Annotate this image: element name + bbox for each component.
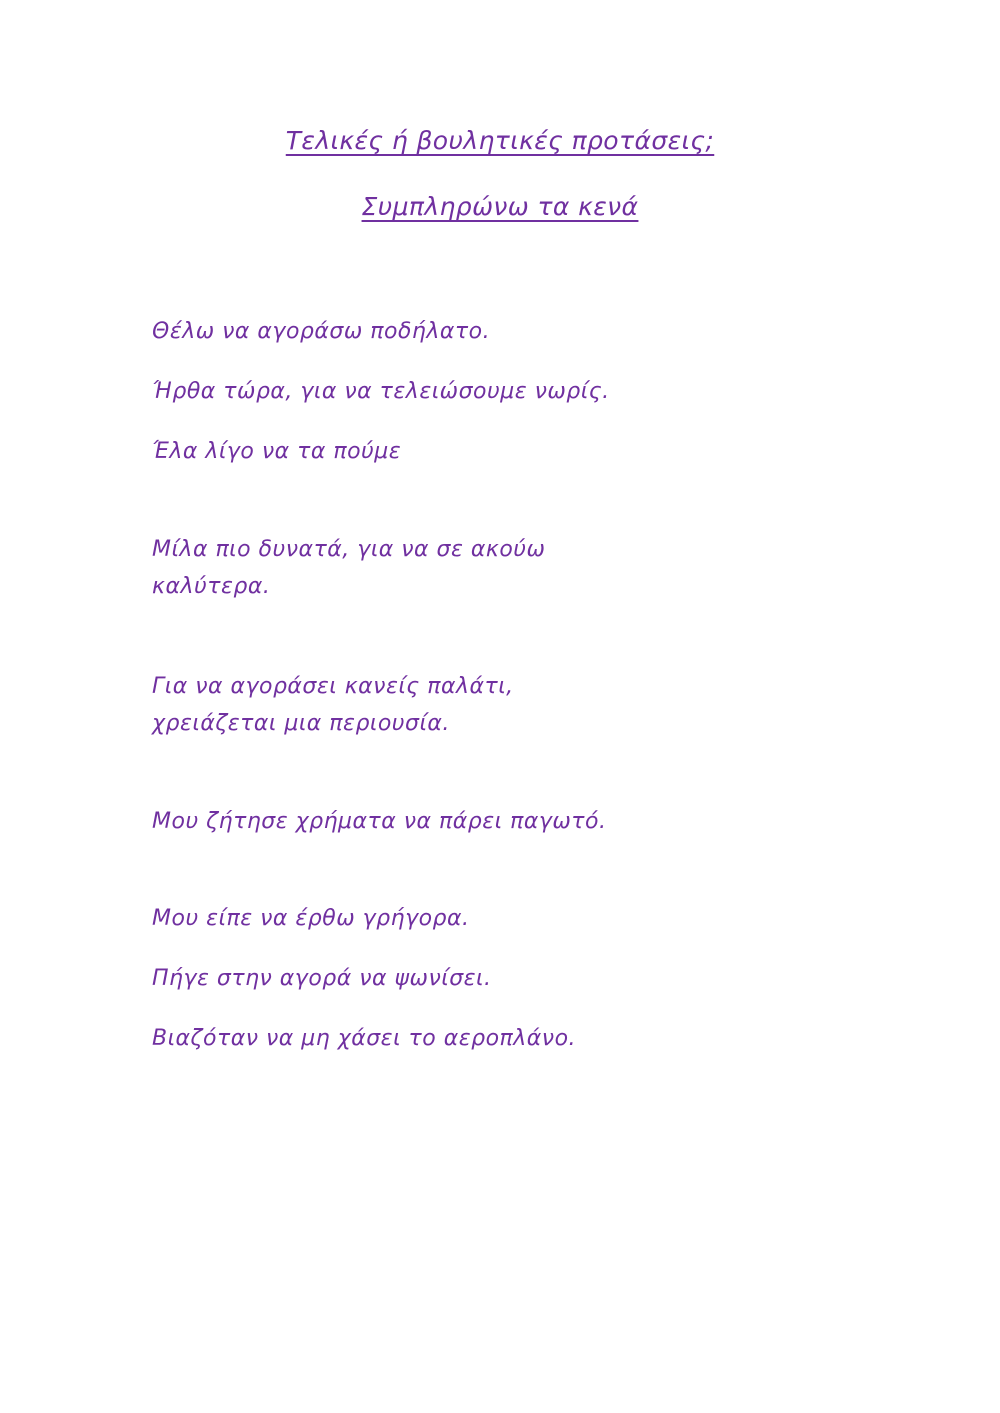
- sentence-5: Για να αγοράσει κανείς παλάτι, χρειάζεται μια περιουσία.: [152, 674, 514, 736]
- sentence-4: Μίλα πιο δυνατά, για να σε ακούω καλύτερα.: [152, 537, 546, 599]
- page-title: Τελικές ή βουλητικές προτάσεις;: [285, 126, 715, 155]
- sentence-3: Έλα λίγο να τα πούμε: [152, 439, 402, 464]
- page-subtitle: Συμπληρώνω τα κενά: [361, 192, 639, 221]
- sentence-1: Θέλω να αγοράσω ποδήλατο.: [152, 319, 491, 344]
- sentence-2: Ήρθα τώρα, για να τελειώσουμε νωρίς.: [152, 379, 610, 404]
- sentence-8: Πήγε στην αγορά να ψωνίσει.: [152, 966, 492, 991]
- sentence-7: Μου είπε να έρθω γρήγορα.: [152, 906, 470, 931]
- sentence-9: Βιαζόταν να μη χάσει το αεροπλάνο.: [152, 1026, 577, 1051]
- sentence-6: Μου ζήτησε χρήματα να πάρει παγωτό.: [152, 809, 607, 834]
